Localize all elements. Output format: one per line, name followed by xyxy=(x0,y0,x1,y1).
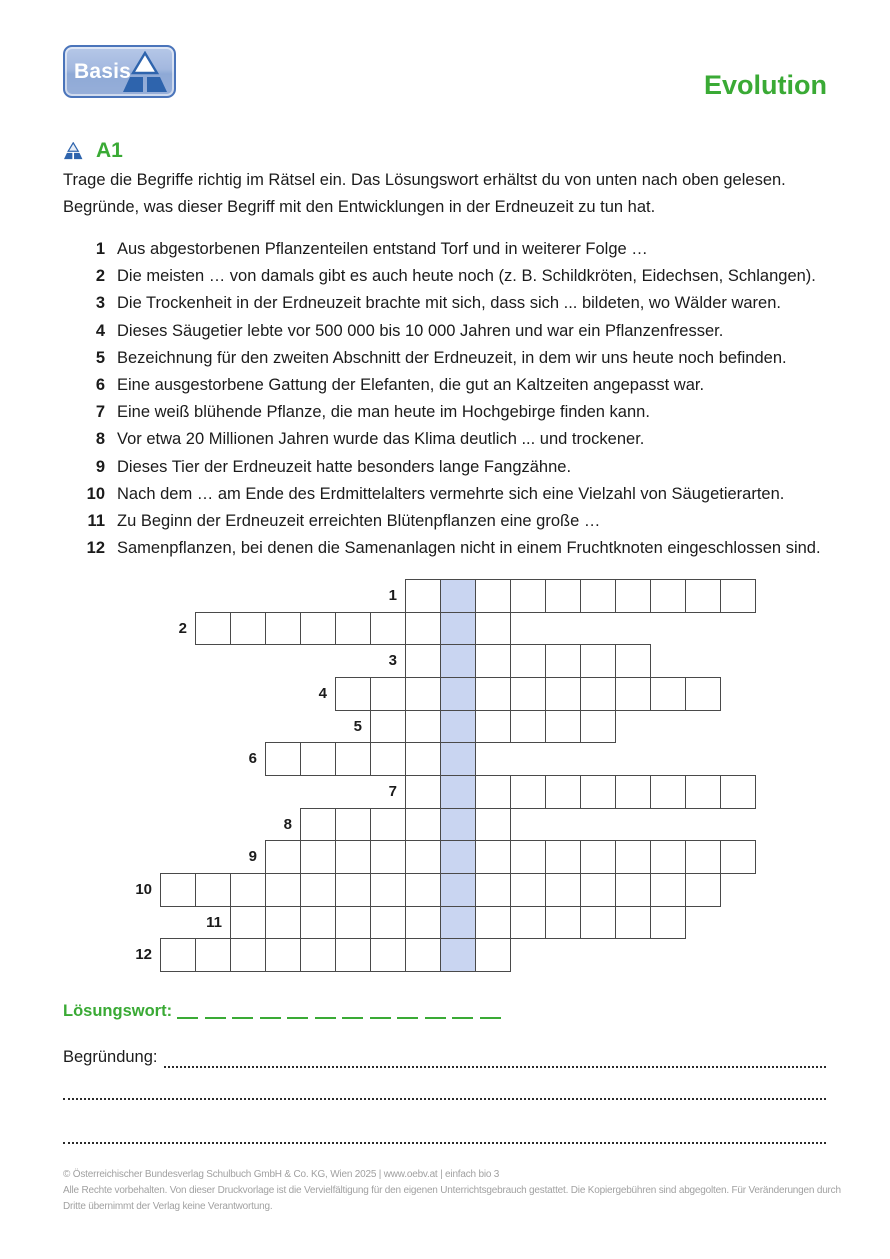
grid-cell[interactable] xyxy=(335,612,371,645)
grid-cell[interactable] xyxy=(580,840,616,874)
grid-cell[interactable] xyxy=(580,873,616,907)
grid-cell[interactable] xyxy=(335,808,371,841)
grid-cell[interactable] xyxy=(405,742,441,776)
intro-line-2: Begründe, was dieser Begriff mit den Entwicklungen in der Erdneuzeit zu tun hat. xyxy=(63,198,656,216)
grid-cell[interactable] xyxy=(265,873,301,907)
grid-cell[interactable] xyxy=(405,808,441,841)
grid-cell[interactable] xyxy=(475,873,511,907)
task-intro xyxy=(63,167,833,221)
grid-cell[interactable] xyxy=(370,612,406,645)
grid-cell[interactable] xyxy=(370,742,406,776)
grid-cell[interactable] xyxy=(615,677,651,711)
grid-cell[interactable] xyxy=(615,873,651,907)
crossword-grid xyxy=(135,579,760,973)
grid-cell[interactable] xyxy=(545,775,581,809)
grid-cell[interactable] xyxy=(370,938,406,972)
grid-cell[interactable] xyxy=(370,677,406,711)
grid-cell[interactable] xyxy=(545,710,581,743)
grid-cell-highlighted[interactable] xyxy=(440,644,476,678)
clue-text: Samenpflanzen, bei denen die Samenanlagen nicht in einem Fruchtknoten eingeschlossen sind. xyxy=(117,539,821,558)
grid-cell[interactable] xyxy=(335,840,371,874)
grid-cell[interactable] xyxy=(510,775,546,809)
grid-cell[interactable] xyxy=(650,873,686,907)
footer-copyright-line: © Österreichischer Bundesverlag Schulbuch GmbH & Co. KG, Wien 2025 | www.oebv.at | einfach bio 3 xyxy=(63,1169,500,1180)
grid-cell[interactable] xyxy=(300,808,336,841)
grid-cell-highlighted[interactable] xyxy=(440,938,476,972)
grid-row-label: 10 xyxy=(135,881,152,898)
grid-cell[interactable] xyxy=(650,840,686,874)
grid-row-label: 5 xyxy=(353,718,362,735)
a1-pyramid-icon xyxy=(63,142,83,160)
grid-cell[interactable] xyxy=(475,808,511,841)
grid-row-label: 1 xyxy=(388,587,397,604)
grid-cell[interactable] xyxy=(545,906,581,939)
grid-cell[interactable] xyxy=(300,742,336,776)
solution-letter-blank[interactable] xyxy=(260,1007,281,1019)
clue-number: 11 xyxy=(87,512,105,531)
dotted-line-1[interactable] xyxy=(164,1048,827,1068)
grid-cell[interactable] xyxy=(545,677,581,711)
grid-cell[interactable] xyxy=(615,579,651,613)
grid-cell-highlighted[interactable] xyxy=(440,840,476,874)
grid-row-label: 4 xyxy=(318,685,327,702)
grid-cell[interactable] xyxy=(510,579,546,613)
grid-cell[interactable] xyxy=(160,873,196,907)
grid-cell[interactable] xyxy=(580,677,616,711)
task-heading xyxy=(63,139,123,163)
grid-cell[interactable] xyxy=(615,906,651,939)
solution-letter-blank[interactable] xyxy=(342,1007,363,1019)
grid-cell[interactable] xyxy=(545,579,581,613)
grid-cell[interactable] xyxy=(335,906,371,939)
clue-text: Die meisten … von damals gibt es auch heute noch (z. B. Schildkröten, Eidechsen, Schlangen). xyxy=(117,267,816,286)
grid-cell[interactable] xyxy=(370,873,406,907)
clue-item xyxy=(63,345,821,372)
clue-number: 7 xyxy=(95,403,105,422)
clue-item xyxy=(63,399,821,426)
grid-cell[interactable] xyxy=(265,612,301,645)
grid-cell[interactable] xyxy=(300,612,336,645)
grid-cell[interactable] xyxy=(405,612,441,645)
grid-cell[interactable] xyxy=(300,938,336,972)
grid-cell[interactable] xyxy=(265,938,301,972)
grid-cell[interactable] xyxy=(300,906,336,939)
grid-cell[interactable] xyxy=(615,644,651,678)
solution-letter-blank[interactable] xyxy=(452,1007,473,1019)
clue-number: 5 xyxy=(95,348,105,367)
grid-cell[interactable] xyxy=(720,840,756,874)
grid-cell[interactable] xyxy=(580,710,616,743)
grid-cell[interactable] xyxy=(685,579,721,613)
task-label: A1 xyxy=(96,139,123,162)
grid-cell[interactable] xyxy=(475,612,511,645)
clue-item xyxy=(63,481,821,508)
clue-item xyxy=(63,236,821,263)
clue-number: 12 xyxy=(86,539,105,558)
grid-cell[interactable] xyxy=(650,677,686,711)
clue-text: Eine weiß blühende Pflanze, die man heute im Hochgebirge finden kann. xyxy=(117,403,650,422)
solution-letter-blank[interactable] xyxy=(370,1007,391,1019)
grid-cell[interactable] xyxy=(545,644,581,678)
footer xyxy=(63,1167,841,1214)
footer-disclaimer-line: Dritte übernimmt der Verlag keine Verantwortung. xyxy=(63,1200,273,1212)
grid-cell[interactable] xyxy=(510,840,546,874)
grid-cell-highlighted[interactable] xyxy=(440,808,476,841)
grid-cell[interactable] xyxy=(405,644,441,678)
clue-number: 6 xyxy=(95,376,105,395)
clue-item xyxy=(63,454,821,481)
grid-cell[interactable] xyxy=(650,579,686,613)
grid-cell[interactable] xyxy=(510,677,546,711)
grid-cell[interactable] xyxy=(195,938,231,972)
grid-cell[interactable] xyxy=(580,906,616,939)
grid-cell[interactable] xyxy=(685,775,721,809)
reasoning-label: Begründung: xyxy=(63,1048,158,1066)
grid-cell-highlighted[interactable] xyxy=(440,906,476,939)
grid-cell[interactable] xyxy=(265,906,301,939)
grid-cell[interactable] xyxy=(335,742,371,776)
clue-number: 10 xyxy=(86,484,105,503)
grid-cell[interactable] xyxy=(475,840,511,874)
grid-cell[interactable] xyxy=(405,677,441,711)
grid-cell[interactable] xyxy=(510,710,546,743)
grid-cell[interactable] xyxy=(160,938,196,972)
solution-letter-blank[interactable] xyxy=(232,1007,253,1019)
grid-cell[interactable] xyxy=(230,906,266,939)
grid-cell[interactable] xyxy=(615,775,651,809)
grid-cell[interactable] xyxy=(405,840,441,874)
grid-cell[interactable] xyxy=(405,906,441,939)
grid-cell[interactable] xyxy=(405,873,441,907)
solution-letter-blank[interactable] xyxy=(425,1007,446,1019)
grid-cell[interactable] xyxy=(370,808,406,841)
clue-text: Nach dem … am Ende des Erdmittelalters vermehrte sich eine Vielzahl von Säugetierarten. xyxy=(117,484,785,503)
grid-cell[interactable] xyxy=(335,938,371,972)
clue-text: Eine ausgestorbene Gattung der Elefanten, die gut an Kaltzeiten angepasst war. xyxy=(117,376,705,395)
page-title: Evolution xyxy=(704,70,827,100)
grid-cell[interactable] xyxy=(230,612,266,645)
clue-number: 1 xyxy=(95,240,105,258)
clue-text: Dieses Säugetier lebte vor 500 000 bis 10 000 Jahren und war ein Pflanzenfresser. xyxy=(117,321,724,340)
grid-cell-highlighted[interactable] xyxy=(440,710,476,743)
solution-letter-blank[interactable] xyxy=(287,1007,308,1019)
solution-word-label: Lösungswort: xyxy=(63,1002,173,1020)
grid-row-label: 8 xyxy=(283,816,292,833)
grid-cell-highlighted[interactable] xyxy=(440,775,476,809)
clue-text: Die Trockenheit in der Erdneuzeit brachte mit sich, dass sich ... bildeten, wo Wälder waren. xyxy=(117,294,781,313)
grid-cell[interactable] xyxy=(720,775,756,809)
grid-cell[interactable] xyxy=(510,873,546,907)
grid-cell-highlighted[interactable] xyxy=(440,579,476,613)
grid-cell[interactable] xyxy=(545,873,581,907)
grid-cell[interactable] xyxy=(580,775,616,809)
clue-list xyxy=(63,236,821,562)
grid-cell[interactable] xyxy=(545,840,581,874)
reasoning-section xyxy=(63,1048,826,1068)
grid-cell-highlighted[interactable] xyxy=(440,873,476,907)
grid-row-label: 2 xyxy=(178,620,187,637)
clue-text: Aus abgestorbenen Pflanzenteilen entstand Torf und in weiterer Folge … xyxy=(117,240,648,258)
dotted-line-2[interactable] xyxy=(63,1078,826,1100)
grid-cell[interactable] xyxy=(300,840,336,874)
grid-cell[interactable] xyxy=(265,840,301,874)
footer-rights-line: Alle Rechte vorbehalten. Von dieser Druckvorlage ist die Vervielfältigung für den eigenen Unterrichtsgebrauch gestattet. Die Kopiergebühren sind abgegolten. Für Veränderungen durch xyxy=(63,1184,841,1196)
grid-cell[interactable] xyxy=(405,938,441,972)
grid-cell[interactable] xyxy=(300,873,336,907)
grid-cell[interactable] xyxy=(405,579,441,613)
grid-cell[interactable] xyxy=(475,906,511,939)
solution-letter-blank[interactable] xyxy=(177,1007,198,1019)
clue-number: 3 xyxy=(95,294,105,313)
grid-row-label: 7 xyxy=(388,783,397,800)
grid-cell[interactable] xyxy=(405,710,441,743)
basis-logo xyxy=(63,45,176,98)
grid-cell[interactable] xyxy=(685,677,721,711)
grid-row-label: 11 xyxy=(206,914,222,931)
grid-cell[interactable] xyxy=(195,612,231,645)
grid-cell[interactable] xyxy=(370,840,406,874)
grid-cell[interactable] xyxy=(475,710,511,743)
clue-item xyxy=(63,426,821,453)
basis-logo-label: Basis xyxy=(74,59,132,83)
grid-cell[interactable] xyxy=(335,873,371,907)
grid-row-label: 12 xyxy=(135,946,152,963)
intro-line-1: Trage die Begriffe richtig im Rätsel ein. Das Lösungswort erhältst du von unten nach oben gelesen. xyxy=(63,171,786,189)
clue-text: Dieses Tier der Erdneuzeit hatte besonders lange Fangzähne. xyxy=(117,457,572,476)
grid-cell[interactable] xyxy=(650,775,686,809)
dotted-line-3[interactable] xyxy=(63,1122,826,1144)
grid-cell[interactable] xyxy=(685,840,721,874)
grid-cell[interactable] xyxy=(475,775,511,809)
clue-number: 8 xyxy=(95,430,105,449)
grid-cell-highlighted[interactable] xyxy=(440,742,476,776)
grid-cell[interactable] xyxy=(615,840,651,874)
solution-letter-blank[interactable] xyxy=(480,1007,501,1019)
solution-letter-blank[interactable] xyxy=(397,1007,418,1019)
grid-row-label: 6 xyxy=(248,750,257,767)
grid-row-label: 9 xyxy=(248,848,257,865)
clue-number: 9 xyxy=(95,457,105,476)
clue-item xyxy=(63,318,821,345)
grid-cell[interactable] xyxy=(475,579,511,613)
grid-cell[interactable] xyxy=(370,710,406,743)
grid-cell[interactable] xyxy=(510,644,546,678)
solution-letter-blank[interactable] xyxy=(205,1007,226,1019)
clue-item xyxy=(63,290,821,317)
grid-cell[interactable] xyxy=(195,873,231,907)
grid-cell[interactable] xyxy=(475,938,511,972)
grid-cell[interactable] xyxy=(475,644,511,678)
grid-cell[interactable] xyxy=(650,906,686,939)
grid-cell[interactable] xyxy=(265,742,301,776)
clue-number: 2 xyxy=(95,267,105,286)
grid-row-label: 3 xyxy=(388,652,397,669)
grid-cell[interactable] xyxy=(510,906,546,939)
clue-item xyxy=(63,263,821,290)
clue-text: Zu Beginn der Erdneuzeit erreichten Blütenpflanzen eine große … xyxy=(117,512,601,531)
grid-cell[interactable] xyxy=(685,873,721,907)
pyramid-icon xyxy=(121,51,168,94)
grid-cell[interactable] xyxy=(475,677,511,711)
grid-cell-highlighted[interactable] xyxy=(440,612,476,645)
clue-number: 4 xyxy=(95,321,105,340)
clue-item xyxy=(63,372,821,399)
solution-blanks[interactable] xyxy=(177,1007,507,1021)
grid-cell[interactable] xyxy=(335,677,371,711)
solution-word-row xyxy=(63,1002,507,1021)
grid-cell[interactable] xyxy=(580,579,616,613)
grid-cell-highlighted[interactable] xyxy=(440,677,476,711)
clue-item xyxy=(63,508,821,535)
grid-cell[interactable] xyxy=(405,775,441,809)
clue-text: Vor etwa 20 Millionen Jahren wurde das Klima deutlich ... und trockener. xyxy=(117,430,645,449)
grid-cell[interactable] xyxy=(230,873,266,907)
grid-cell[interactable] xyxy=(720,579,756,613)
clue-item xyxy=(63,535,821,562)
solution-letter-blank[interactable] xyxy=(315,1007,336,1019)
grid-cell[interactable] xyxy=(580,644,616,678)
grid-cell[interactable] xyxy=(230,938,266,972)
clue-text: Bezeichnung für den zweiten Abschnitt der Erdneuzeit, in dem wir uns heute noch befinden. xyxy=(117,348,787,367)
grid-cell[interactable] xyxy=(370,906,406,939)
